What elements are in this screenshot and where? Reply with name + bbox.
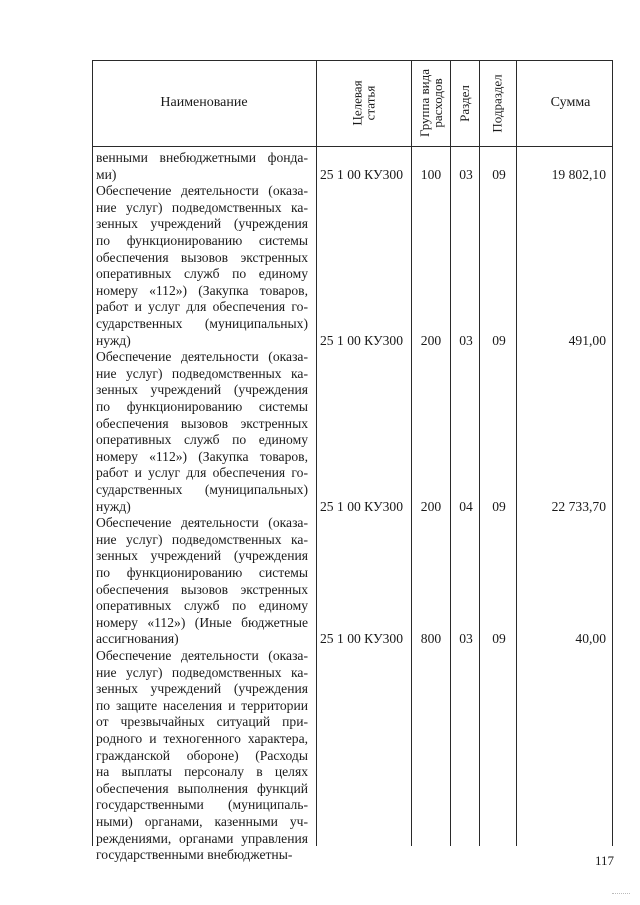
row-description-line: государственными внебюджетны- <box>96 847 293 863</box>
row-description-line: оперативных служб по единому <box>96 432 308 448</box>
header-section-text: Раздел <box>457 84 472 122</box>
row-description-line: по функционированию системы <box>96 564 308 580</box>
table-left-border <box>92 60 93 846</box>
row-description-line: обеспечения вызовов экстренных <box>96 415 308 431</box>
row-description-line: сударственных (муниципальных) <box>96 481 308 497</box>
row-subsection: 09 <box>492 498 506 514</box>
row-description-line: гражданской обороне) (Расходы <box>96 747 308 763</box>
header-sum: Сумма <box>550 95 591 110</box>
row-description-line: зенных учреждений (учреждения <box>96 681 308 697</box>
row-description <box>96 183 308 349</box>
row-description-line: нужд) <box>96 332 131 348</box>
scan-mark <box>612 893 630 896</box>
header-expense-group <box>411 60 450 146</box>
row-section: 03 <box>459 166 473 182</box>
row-description-line: обеспечения вызовов экстренных <box>96 249 308 265</box>
row-subsection: 09 <box>492 166 506 182</box>
row-description-line: зенных учреждений (учреждения <box>96 216 308 232</box>
table-right-border <box>612 60 613 846</box>
header-expense-group-text: Группа вида расходов <box>416 69 445 137</box>
row-section: 03 <box>459 631 473 647</box>
row-description-line: родного и техногенного характера, <box>96 730 308 746</box>
col-divider-name <box>316 60 317 846</box>
row-description <box>96 648 308 864</box>
col-divider-subsection <box>516 60 517 846</box>
row-description-line: обеспечения вызовов экстренных <box>96 581 308 597</box>
header-target-article-text: Целевая статья <box>349 80 378 126</box>
header-subsection-text: Подраздел <box>490 73 506 133</box>
row-section: 03 <box>459 332 473 348</box>
row-description-line: зенных учреждений (учреждения <box>96 382 308 398</box>
row-description-line: государственными (муниципаль- <box>96 797 308 813</box>
row-description-line: ассигнования) <box>96 631 179 647</box>
header-section <box>450 60 479 146</box>
row-description-line: обеспечения выполнения функций <box>96 780 308 796</box>
header-subsection <box>479 60 516 146</box>
row-description-line: по функционированию системы <box>96 398 308 414</box>
table-header-bottom-border <box>92 146 613 147</box>
row-description-line: реждениями, органами управления <box>96 830 308 846</box>
row-description-line: по защите населения и территории <box>96 697 308 713</box>
row-subsection: 09 <box>492 631 506 647</box>
row-sum: 491,00 <box>568 332 606 348</box>
row-description-line: нужд) <box>96 498 131 514</box>
header-name: Наименование <box>160 95 248 110</box>
row-description-line: венными внебюджетными фонда- <box>96 150 308 165</box>
page-number: 117 <box>594 853 614 868</box>
row-description-line: на выплаты персоналу в целях <box>96 764 308 780</box>
row-target-article: 25 1 00 КУ300 <box>320 332 403 348</box>
row-expense-group: 200 <box>420 498 442 514</box>
row-description <box>96 515 308 648</box>
row-description-line: Обеспечение деятельности (оказа- <box>96 648 308 663</box>
row-description-line: ными) органами, казенными уч- <box>96 813 308 829</box>
row-sum: 22 733,70 <box>551 498 606 514</box>
row-description-line: оперативных служб по единому <box>96 598 308 614</box>
row-description-line: оперативных служб по единому <box>96 266 308 282</box>
row-description-line: номеру «112») (Закупка товаров, <box>96 282 308 298</box>
row-description-line: работ и услуг для обеспечения го- <box>96 299 308 315</box>
row-description-line: Обеспечение деятельности (оказа- <box>96 349 308 365</box>
row-target-article: 25 1 00 КУ300 <box>320 631 403 647</box>
row-sum: 40,00 <box>575 631 606 647</box>
row-target-article: 25 1 00 КУ300 <box>320 498 403 514</box>
header-target-article <box>316 60 411 146</box>
row-section: 04 <box>459 498 473 514</box>
row-description-line: ние услуг) подведомственных ка- <box>96 365 308 381</box>
row-description-line: сударственных (муниципальных) <box>96 315 308 331</box>
row-expense-group: 100 <box>420 166 442 182</box>
row-description-line: ние услуг) подведомственных ка- <box>96 531 308 547</box>
row-description-line: ние услуг) подведомственных ка- <box>96 664 308 680</box>
col-divider-code <box>411 60 412 846</box>
row-description-line: по функционированию системы <box>96 232 308 248</box>
row-expense-group: 800 <box>420 631 442 647</box>
row-description-line: номеру «112») (Иные бюджетные <box>96 614 308 630</box>
row-description-line: ми) <box>96 166 117 182</box>
row-description <box>96 150 308 183</box>
row-description-line: работ и услуг для обеспечения го- <box>96 465 308 481</box>
row-expense-group: 200 <box>420 332 442 348</box>
row-sum: 19 802,10 <box>551 166 606 182</box>
row-description-line: Обеспечение деятельности (оказа- <box>96 515 308 531</box>
row-description-line: зенных учреждений (учреждения <box>96 548 308 564</box>
row-description-line: от чрезвычайных ситуаций при- <box>96 714 308 730</box>
row-description <box>96 349 308 515</box>
row-description-line: номеру «112») (Закупка товаров, <box>96 448 308 464</box>
row-target-article: 25 1 00 КУ300 <box>320 166 403 182</box>
row-description-line: ние услуг) подведомственных ка- <box>96 199 308 215</box>
row-description-line: Обеспечение деятельности (оказа- <box>96 183 308 199</box>
row-subsection: 09 <box>492 332 506 348</box>
